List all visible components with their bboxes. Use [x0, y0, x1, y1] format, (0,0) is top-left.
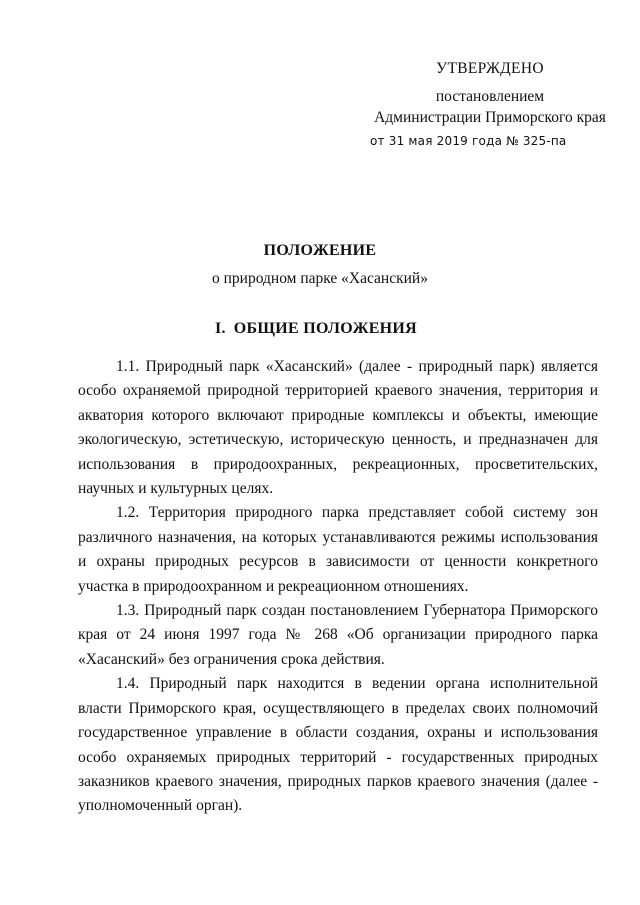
section-title: ОБЩИЕ ПОЛОЖЕНИЯ: [233, 320, 418, 337]
approval-date-stamp: от 31 мая 2019 года № 325-па: [370, 134, 567, 148]
approval-line-1: постановлением: [435, 88, 545, 105]
paragraph-1-1: 1.1. Природный парк «Хасанский» (далее - природный парк) является особо охраняемой природной территорией краевого значения, территория и акватория которого включают природные комплексы и объекты, имеющие экологическую, эстетическую, историческую ценность, и предназначен для использования в природоохранных, рекреационных, просветительских, научных и культурных целях.: [78, 358, 598, 498]
document-body: [78, 355, 598, 819]
approval-line-2: Администрации Приморского края: [374, 109, 606, 126]
document-subtitle: о природном парке «Хасанский»: [212, 270, 428, 287]
paragraph-1-2: 1.2. Территория природного парка представляет собой систему зон различного назначения, на которых устанавливаются режимы использования и охраны природных ресурсов в зависимости от ценности конкретного участка в природоохранном и рекреационном отношениях.: [78, 504, 598, 595]
approval-heading: УТВЕРЖДЕНО: [436, 60, 544, 77]
section-heading: [0, 320, 640, 338]
approval-block: [360, 58, 620, 152]
document-title: ПОЛОЖЕНИЕ: [263, 242, 377, 259]
section-number: I.: [214, 320, 226, 337]
paragraph-1-4: 1.4. Природный парк находится в ведении органа исполнительной власти Приморского края, осуществляющего в пределах своих полномочий государственное управление в области создания, охраны и использования особо охраняемых природных территорий - государственных природных заказников краевого значения, природных парков краевого значения (далее - уполномоченный орган).: [78, 675, 598, 815]
paragraph-1-3: 1.3. Природный парк создан постановлением Губернатора Приморского края от 24 июня 1997 года № 268 «Об организации природного парка «Хасанский» без ограничения срока действия.: [78, 602, 598, 668]
